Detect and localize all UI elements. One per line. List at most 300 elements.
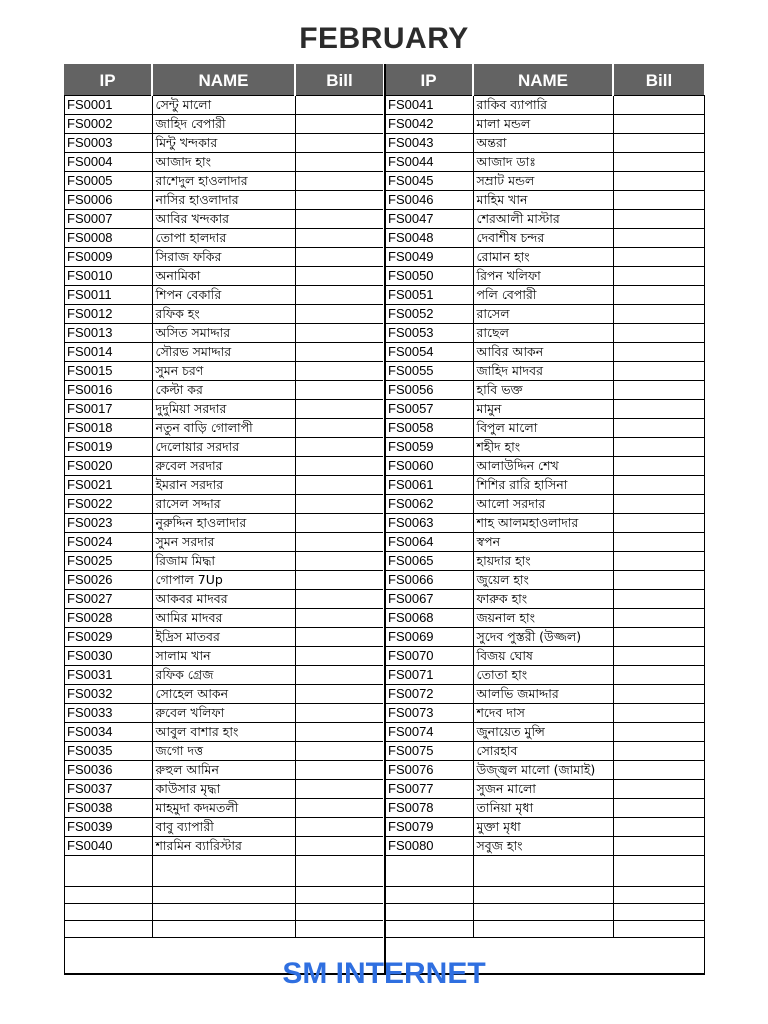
- empty-row: [385, 856, 704, 887]
- table-row: [385, 609, 704, 628]
- bill-cell: [295, 904, 383, 921]
- table-row: [385, 514, 704, 533]
- table-row: [64, 153, 383, 172]
- ip-cell: FS0020: [64, 457, 152, 476]
- ip-cell: FS0039: [64, 818, 152, 837]
- table-row: [64, 248, 383, 267]
- bill-cell: [295, 324, 383, 343]
- table-body-right: [385, 96, 704, 938]
- table-row: [385, 400, 704, 419]
- ip-cell: FS0066: [385, 571, 473, 590]
- name-cell: দেলোয়ার সরদার: [152, 438, 295, 457]
- table-row: [64, 210, 383, 229]
- table-row: [64, 96, 383, 115]
- table-row: [64, 381, 383, 400]
- name-cell: কেল্টা কর: [152, 381, 295, 400]
- table-row: [385, 666, 704, 685]
- bill-cell: [613, 628, 704, 647]
- bill-cell: [295, 647, 383, 666]
- bill-cell: [613, 742, 704, 761]
- ip-cell: FS0059: [385, 438, 473, 457]
- name-cell: রাশেদুল হাওলাদার: [152, 172, 295, 191]
- bill-cell: [613, 267, 704, 286]
- table-row: [385, 571, 704, 590]
- ip-cell: FS0055: [385, 362, 473, 381]
- name-cell: আবির আকন: [473, 343, 613, 362]
- bill-cell: [613, 818, 704, 837]
- ip-cell: FS0080: [385, 837, 473, 856]
- table-border-left: [64, 95, 65, 974]
- billing-table-right: [385, 64, 704, 938]
- bill-cell: [613, 96, 704, 115]
- ip-cell: FS0062: [385, 495, 473, 514]
- ip-cell: FS0048: [385, 229, 473, 248]
- table-row: [385, 799, 704, 818]
- ip-cell: FS0030: [64, 647, 152, 666]
- bill-cell: [613, 419, 704, 438]
- table-row: [385, 761, 704, 780]
- table-row: [64, 685, 383, 704]
- bill-cell: [295, 761, 383, 780]
- page-title: FEBRUARY: [299, 22, 469, 55]
- bill-cell: [295, 134, 383, 153]
- name-cell: শিপন বেকারি: [152, 286, 295, 305]
- bill-cell: [295, 921, 383, 938]
- name-cell: ফারুক হাং: [473, 590, 613, 609]
- name-cell: শাহ আলমহাওলাদার: [473, 514, 613, 533]
- ip-cell: FS0045: [385, 172, 473, 191]
- name-cell: রোমান হাং: [473, 248, 613, 267]
- name-cell: শেরআলী মাস্টার: [473, 210, 613, 229]
- ip-cell: FS0012: [64, 305, 152, 324]
- bill-cell: [295, 305, 383, 324]
- ip-cell: FS0008: [64, 229, 152, 248]
- ip-cell: FS0067: [385, 590, 473, 609]
- bill-cell: [295, 343, 383, 362]
- name-cell: দেবাশীষ চন্দর: [473, 229, 613, 248]
- empty-row: [64, 921, 383, 938]
- ip-cell: FS0050: [385, 267, 473, 286]
- ip-cell: FS0038: [64, 799, 152, 818]
- bill-cell: [613, 723, 704, 742]
- ip-cell: FS0011: [64, 286, 152, 305]
- name-cell: মালা মন্ডল: [473, 115, 613, 134]
- ip-cell: FS0052: [385, 305, 473, 324]
- table-border-right: [704, 95, 705, 974]
- table-row: [385, 324, 704, 343]
- table-row: [64, 172, 383, 191]
- name-cell: ইদ্রিস মাতবর: [152, 628, 295, 647]
- bill-cell: [613, 134, 704, 153]
- bill-cell: [613, 799, 704, 818]
- bill-cell: [295, 514, 383, 533]
- bill-cell: [295, 229, 383, 248]
- bill-cell: [613, 343, 704, 362]
- name-cell: সবুজ হাং: [473, 837, 613, 856]
- bill-cell: [613, 115, 704, 134]
- table-row: [385, 419, 704, 438]
- table-row: [385, 172, 704, 191]
- ip-cell: [64, 904, 152, 921]
- name-cell: হায়দার হাং: [473, 552, 613, 571]
- ip-cell: FS0040: [64, 837, 152, 856]
- name-cell: আবুল বাশার হাং: [152, 723, 295, 742]
- table-row: [64, 818, 383, 837]
- ip-cell: FS0071: [385, 666, 473, 685]
- bill-cell: [613, 856, 704, 887]
- ip-cell: FS0074: [385, 723, 473, 742]
- empty-row: [64, 856, 383, 887]
- table-row: [64, 115, 383, 134]
- bill-cell: [295, 191, 383, 210]
- table-row: [64, 286, 383, 305]
- ip-cell: FS0005: [64, 172, 152, 191]
- bill-cell: [613, 476, 704, 495]
- empty-row: [64, 904, 383, 921]
- ip-cell: FS0015: [64, 362, 152, 381]
- name-cell: পলি বেপারী: [473, 286, 613, 305]
- bill-cell: [613, 704, 704, 723]
- table-row: [385, 115, 704, 134]
- table-row: [385, 457, 704, 476]
- ip-cell: FS0073: [385, 704, 473, 723]
- ip-cell: FS0027: [64, 590, 152, 609]
- ip-cell: FS0068: [385, 609, 473, 628]
- table-row: [64, 267, 383, 286]
- ip-cell: FS0033: [64, 704, 152, 723]
- ip-cell: FS0049: [385, 248, 473, 267]
- name-cell: আজাদ ডাঃ: [473, 153, 613, 172]
- ip-cell: FS0026: [64, 571, 152, 590]
- name-cell: [152, 856, 295, 887]
- table-row: [64, 609, 383, 628]
- column-header-bill: Bill: [613, 64, 704, 96]
- table-row: [64, 742, 383, 761]
- table-row: [64, 590, 383, 609]
- ip-cell: FS0034: [64, 723, 152, 742]
- ip-cell: FS0019: [64, 438, 152, 457]
- name-cell: সিরাজ ফকির: [152, 248, 295, 267]
- bill-cell: [613, 248, 704, 267]
- name-cell: [152, 887, 295, 904]
- table-row: [385, 191, 704, 210]
- name-cell: উজ্জ্বল মালো (জামাই): [473, 761, 613, 780]
- bill-cell: [613, 837, 704, 856]
- table-row: [64, 666, 383, 685]
- bill-cell: [295, 609, 383, 628]
- bill-cell: [613, 647, 704, 666]
- table-row: [385, 742, 704, 761]
- bill-cell: [613, 780, 704, 799]
- bill-cell: [613, 533, 704, 552]
- ip-cell: FS0042: [385, 115, 473, 134]
- ip-cell: FS0013: [64, 324, 152, 343]
- bill-cell: [295, 887, 383, 904]
- ip-cell: [385, 856, 473, 887]
- name-cell: সোহেল আকন: [152, 685, 295, 704]
- table-row: [64, 780, 383, 799]
- name-cell: রিজাম মিদ্ধা: [152, 552, 295, 571]
- table-row: [385, 476, 704, 495]
- name-cell: ইমরান সরদার: [152, 476, 295, 495]
- name-cell: জাহিদ মাদবর: [473, 362, 613, 381]
- name-cell: শদেব দাস: [473, 704, 613, 723]
- name-cell: অসিত সমাদ্দার: [152, 324, 295, 343]
- name-cell: সুমন চরণ: [152, 362, 295, 381]
- table-row: [385, 780, 704, 799]
- bill-cell: [295, 628, 383, 647]
- ip-cell: FS0023: [64, 514, 152, 533]
- bill-cell: [295, 533, 383, 552]
- bill-cell: [613, 229, 704, 248]
- table-row: [64, 191, 383, 210]
- ip-cell: FS0016: [64, 381, 152, 400]
- table-row: [385, 229, 704, 248]
- name-cell: জয়নাল হাং: [473, 609, 613, 628]
- table-row: [385, 552, 704, 571]
- table-row: [64, 343, 383, 362]
- ip-cell: FS0061: [385, 476, 473, 495]
- bill-cell: [295, 115, 383, 134]
- name-cell: সৌরভ সমাদ্দার: [152, 343, 295, 362]
- ip-cell: FS0058: [385, 419, 473, 438]
- table-row: [64, 647, 383, 666]
- table-row: [385, 647, 704, 666]
- table-row: [385, 286, 704, 305]
- ip-cell: FS0078: [385, 799, 473, 818]
- table-row: [385, 381, 704, 400]
- name-cell: [152, 904, 295, 921]
- bill-cell: [613, 609, 704, 628]
- table-row: [64, 362, 383, 381]
- name-cell: কাউসার মৃদ্ধা: [152, 780, 295, 799]
- name-cell: রাসেল: [473, 305, 613, 324]
- table-row: [385, 210, 704, 229]
- bill-cell: [613, 305, 704, 324]
- bill-cell: [613, 362, 704, 381]
- table-row: [385, 438, 704, 457]
- name-cell: আমির মাদবর: [152, 609, 295, 628]
- ip-cell: [385, 921, 473, 938]
- name-cell: সালাম খান: [152, 647, 295, 666]
- name-cell: [473, 921, 613, 938]
- name-cell: জুয়েল হাং: [473, 571, 613, 590]
- name-cell: সুমন সরদার: [152, 533, 295, 552]
- bill-cell: [613, 153, 704, 172]
- table-row: [385, 362, 704, 381]
- column-header-name: NAME: [473, 64, 613, 96]
- ip-cell: FS0036: [64, 761, 152, 780]
- table-row: [385, 267, 704, 286]
- table-row: [385, 837, 704, 856]
- bill-cell: [295, 723, 383, 742]
- ip-cell: [64, 887, 152, 904]
- bill-cell: [295, 172, 383, 191]
- bill-cell: [613, 457, 704, 476]
- table-row: [64, 134, 383, 153]
- name-cell: সুজন মালো: [473, 780, 613, 799]
- empty-row: [64, 887, 383, 904]
- bill-cell: [613, 210, 704, 229]
- bill-cell: [295, 381, 383, 400]
- name-cell: বিপুল মালো: [473, 419, 613, 438]
- table-row: [64, 495, 383, 514]
- bill-cell: [613, 921, 704, 938]
- name-cell: [473, 904, 613, 921]
- ip-cell: FS0017: [64, 400, 152, 419]
- ip-cell: FS0009: [64, 248, 152, 267]
- name-cell: [473, 856, 613, 887]
- name-cell: মুক্তা মৃধা: [473, 818, 613, 837]
- bill-cell: [295, 419, 383, 438]
- name-cell: আলভি জমাদ্দার: [473, 685, 613, 704]
- ip-cell: [385, 887, 473, 904]
- name-cell: তোপা হালদার: [152, 229, 295, 248]
- name-cell: জুনায়েত মুন্সি: [473, 723, 613, 742]
- ip-cell: FS0060: [385, 457, 473, 476]
- name-cell: [473, 887, 613, 904]
- bill-cell: [613, 514, 704, 533]
- table-header-row: [385, 64, 704, 96]
- table-row: [385, 704, 704, 723]
- table-row: [64, 533, 383, 552]
- table-row: [385, 533, 704, 552]
- bill-cell: [613, 286, 704, 305]
- ip-cell: FS0065: [385, 552, 473, 571]
- ip-cell: FS0014: [64, 343, 152, 362]
- bill-cell: [613, 400, 704, 419]
- table-body-left: [64, 96, 383, 938]
- ip-cell: FS0057: [385, 400, 473, 419]
- column-header-ip: IP: [385, 64, 473, 96]
- ip-cell: FS0079: [385, 818, 473, 837]
- ip-cell: FS0064: [385, 533, 473, 552]
- name-cell: অন্তরা: [473, 134, 613, 153]
- name-cell: শারমিন ব্যারিস্টার: [152, 837, 295, 856]
- bill-cell: [613, 552, 704, 571]
- table-row: [64, 324, 383, 343]
- bill-cell: [613, 381, 704, 400]
- name-cell: দুদুমিয়া সরদার: [152, 400, 295, 419]
- ip-cell: FS0051: [385, 286, 473, 305]
- table-row: [385, 96, 704, 115]
- table-row: [64, 476, 383, 495]
- bill-cell: [613, 887, 704, 904]
- bill-cell: [295, 571, 383, 590]
- footer-brand: SM INTERNET: [282, 957, 486, 990]
- bill-cell: [613, 495, 704, 514]
- table-row: [385, 134, 704, 153]
- empty-row: [385, 921, 704, 938]
- ip-cell: FS0075: [385, 742, 473, 761]
- bill-cell: [295, 799, 383, 818]
- bill-cell: [295, 267, 383, 286]
- bill-cell: [613, 172, 704, 191]
- ip-cell: FS0046: [385, 191, 473, 210]
- bill-cell: [613, 590, 704, 609]
- ip-cell: FS0041: [385, 96, 473, 115]
- table-row: [385, 628, 704, 647]
- name-cell: তোতা হাং: [473, 666, 613, 685]
- bill-cell: [295, 400, 383, 419]
- table-row: [385, 248, 704, 267]
- bill-cell: [613, 324, 704, 343]
- ip-cell: FS0031: [64, 666, 152, 685]
- name-cell: সোরহাব: [473, 742, 613, 761]
- name-cell: রফিক হং: [152, 305, 295, 324]
- name-cell: বিজয় ঘোষ: [473, 647, 613, 666]
- ip-cell: FS0077: [385, 780, 473, 799]
- name-cell: মিন্টু খন্দকার: [152, 134, 295, 153]
- name-cell: রাকিব ব্যাপারি: [473, 96, 613, 115]
- bill-cell: [295, 210, 383, 229]
- ip-cell: [385, 904, 473, 921]
- ip-cell: FS0035: [64, 742, 152, 761]
- ip-cell: FS0047: [385, 210, 473, 229]
- ip-cell: [64, 921, 152, 938]
- table-row: [385, 723, 704, 742]
- bill-cell: [295, 96, 383, 115]
- name-cell: তানিয়া মৃধা: [473, 799, 613, 818]
- table-row: [385, 343, 704, 362]
- bill-cell: [613, 761, 704, 780]
- name-cell: মাহমুদা কদমতলী: [152, 799, 295, 818]
- name-cell: আকবর মাদবর: [152, 590, 295, 609]
- bill-cell: [295, 837, 383, 856]
- bill-cell: [295, 742, 383, 761]
- table-row: [64, 628, 383, 647]
- bill-cell: [295, 552, 383, 571]
- name-cell: স্বপন: [473, 533, 613, 552]
- bill-cell: [613, 685, 704, 704]
- name-cell: নতুন বাড়ি গোলাপী: [152, 419, 295, 438]
- bill-cell: [295, 457, 383, 476]
- bill-cell: [295, 153, 383, 172]
- name-cell: রাছেল: [473, 324, 613, 343]
- ip-cell: FS0024: [64, 533, 152, 552]
- name-cell: রুবেল সরদার: [152, 457, 295, 476]
- name-cell: আবির খন্দকার: [152, 210, 295, 229]
- table-row: [385, 590, 704, 609]
- table-header-row: [64, 64, 383, 96]
- table-row: [64, 438, 383, 457]
- table-row: [64, 514, 383, 533]
- bill-cell: [613, 438, 704, 457]
- name-cell: আলো সরদার: [473, 495, 613, 514]
- name-cell: সেন্টু মালো: [152, 96, 295, 115]
- table-row: [385, 818, 704, 837]
- name-cell: জাহিদ বেপারী: [152, 115, 295, 134]
- name-cell: অনামিকা: [152, 267, 295, 286]
- table-row: [64, 571, 383, 590]
- name-cell: রুবেল খলিফা: [152, 704, 295, 723]
- bill-cell: [295, 495, 383, 514]
- ip-cell: FS0043: [385, 134, 473, 153]
- name-cell: শিশির রারি হাসিনা: [473, 476, 613, 495]
- name-cell: [152, 921, 295, 938]
- ip-cell: FS0069: [385, 628, 473, 647]
- ip-cell: FS0070: [385, 647, 473, 666]
- name-cell: আজাদ হাং: [152, 153, 295, 172]
- ip-cell: FS0021: [64, 476, 152, 495]
- ip-cell: FS0044: [385, 153, 473, 172]
- column-header-bill: Bill: [295, 64, 383, 96]
- table-row: [64, 799, 383, 818]
- bill-cell: [295, 590, 383, 609]
- table-row: [64, 457, 383, 476]
- name-cell: রিপন খলিফা: [473, 267, 613, 286]
- ip-cell: FS0063: [385, 514, 473, 533]
